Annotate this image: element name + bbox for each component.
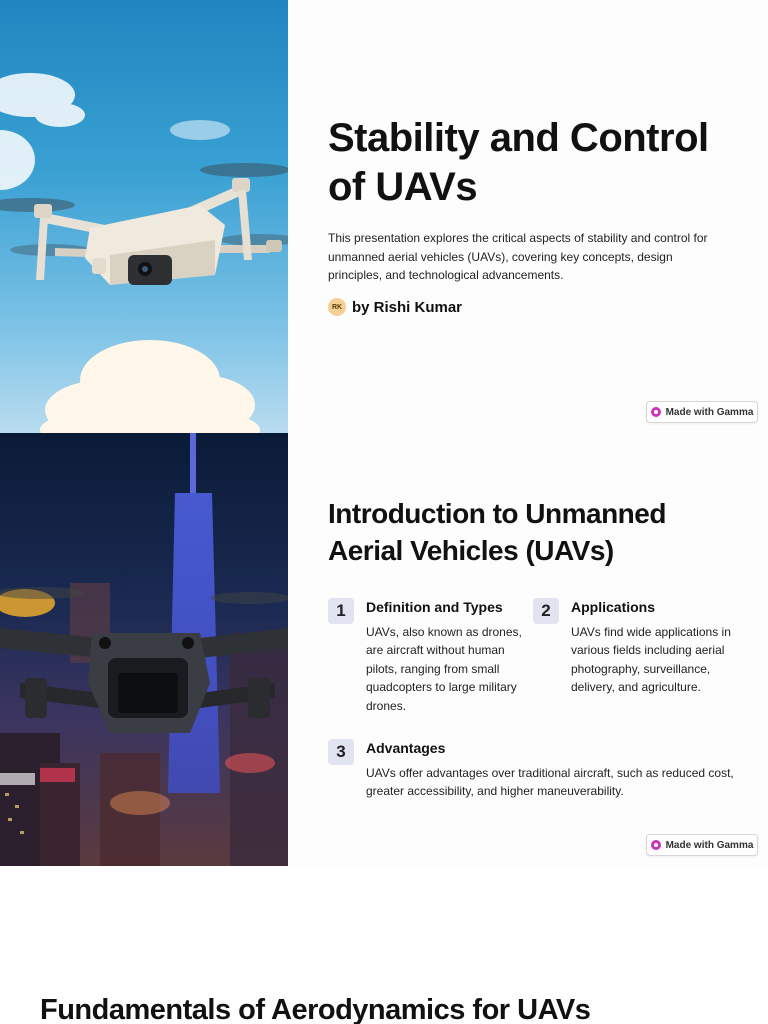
author-avatar: RK [328, 298, 346, 316]
item-title: Applications [571, 599, 656, 615]
slide-aerodynamics [0, 866, 768, 1024]
slide-aerodynamics-heading: Fundamentals of Aerodynamics for UAVs [40, 994, 591, 1024]
drone-city-illustration [0, 433, 288, 866]
item-number-badge: 2 [533, 598, 559, 624]
slide-title-heading: Stability and Control of UAVs [328, 116, 709, 209]
drone-city-image [0, 433, 288, 866]
gamma-logo-icon [651, 840, 661, 850]
slide-introduction-heading: Introduction to Unmanned Aerial Vehicles (UAVs) [328, 498, 666, 566]
slide-description: This presentation explores the critical aspects of stability and control for unmanned aerial vehicles (UAVs), covering key concepts, design principles, and technological advancements. [328, 231, 708, 282]
item-number-badge: 3 [328, 739, 354, 765]
item-body: UAVs find wide applications in various fields including aerial photography, surveillance, delivery, and agriculture. [571, 625, 731, 695]
item-title: Definition and Types [366, 599, 503, 615]
item-number-badge: 1 [328, 598, 354, 624]
made-with-gamma-badge[interactable] [646, 834, 758, 856]
item-body: UAVs, also known as drones, are aircraft without human pilots, ranging from small quadcopters to large military drones. [366, 625, 522, 713]
drone-sky-image [0, 0, 288, 433]
item-title: Advantages [366, 740, 446, 756]
item-body: UAVs offer advantages over traditional aircraft, such as reduced cost, greater accessibility, and higher maneuverability. [366, 766, 734, 799]
author-name: by Rishi Kumar [352, 298, 463, 316]
gamma-logo-icon [651, 407, 661, 417]
author-byline [328, 298, 462, 316]
drone-sky-illustration [0, 0, 288, 433]
badge-label: Made with Gamma [665, 839, 754, 851]
made-with-gamma-badge[interactable] [646, 401, 758, 423]
badge-label: Made with Gamma [665, 406, 754, 418]
slide-introduction [0, 433, 768, 866]
slide-title [0, 0, 768, 433]
